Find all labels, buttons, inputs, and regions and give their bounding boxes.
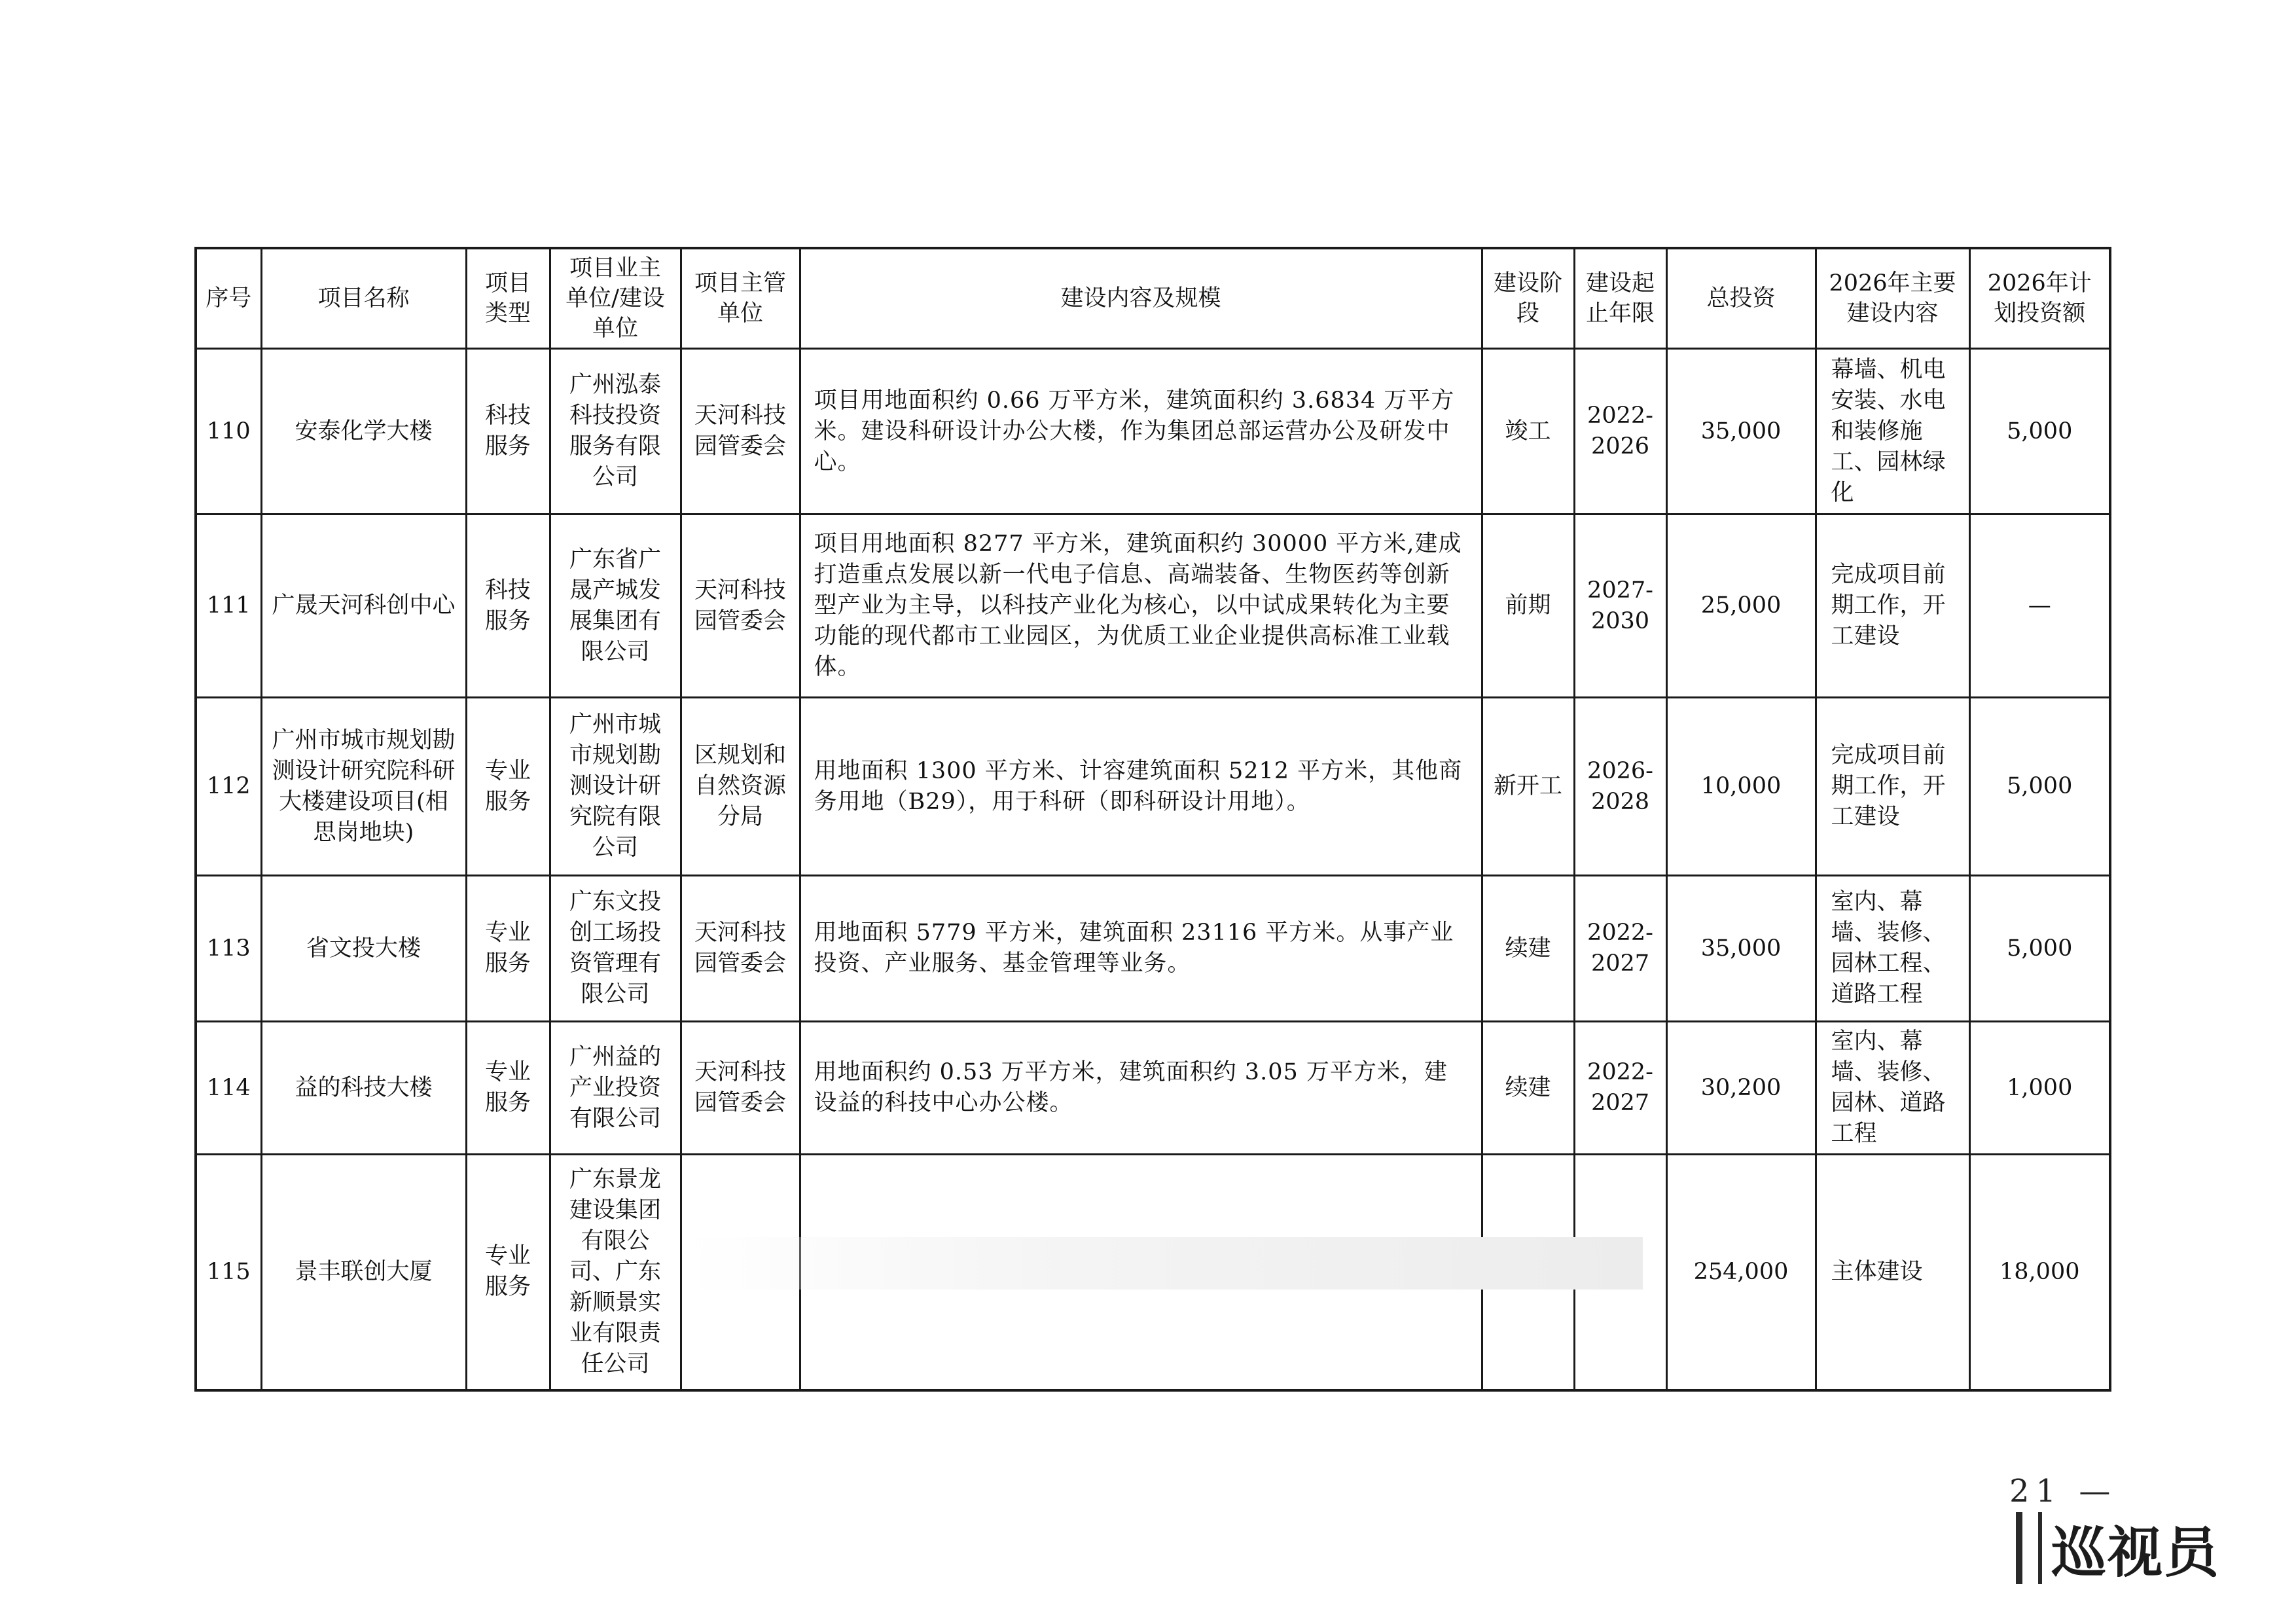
cell-dept: 区规划和自然资源分局: [681, 698, 800, 876]
cell-invest2026: —: [1969, 514, 2110, 698]
cell-owner: 广州益的产业投资有限公司: [550, 1022, 681, 1155]
cell-name: 益的科技大楼: [261, 1022, 466, 1155]
cell-invest2026: 18,000: [1969, 1155, 2110, 1390]
cell-seq: 111: [196, 514, 261, 698]
cell-invest2026: 5,000: [1969, 349, 2110, 514]
cell-total: 35,000: [1666, 876, 1816, 1022]
watermark-text: 巡视员: [2051, 1520, 2221, 1585]
cell-name: 省文投大楼: [261, 876, 466, 1022]
cell-invest2026: 1,000: [1969, 1022, 2110, 1155]
cell-type: 专业服务: [466, 876, 550, 1022]
cell-content: 项目用地面积 8277 平方米，建筑面积约 30000 平方米,建成打造重点发展以新一代电子信息、高端装备、生物医药等创新型产业为主导，以科技产业化为核心，以中试成果转化为主要功能的现代都市工业园区，为优质工业企业提供高标准工业载体。: [800, 514, 1482, 698]
cell-total: 254,000: [1666, 1155, 1816, 1390]
cell-stage: 新开工: [1482, 698, 1574, 876]
table-row: [196, 876, 2110, 1022]
cell-seq: 115: [196, 1155, 261, 1390]
cell-content: 项目用地面积约 0.66 万平方米，建筑面积约 3.6834 万平方米。建设科研设计办公大楼，作为集团总部运营办公及研发中心。: [800, 349, 1482, 514]
cell-name: 广州市城市规划勘测设计研究院科研大楼建设项目(相思岗地块): [261, 698, 466, 876]
table-row: [196, 1022, 2110, 1155]
cell-type: 专业服务: [466, 698, 550, 876]
cell-seq: 114: [196, 1022, 261, 1155]
cell-period: 2022-2027: [1574, 876, 1666, 1022]
header-total: 总投资: [1666, 248, 1816, 349]
cell-type: 专业服务: [466, 1155, 550, 1390]
cell-dept: 天河科技园管委会: [681, 514, 800, 698]
cell-dept: 天河科技园管委会: [681, 876, 800, 1022]
cell-work2026: 主体建设: [1816, 1155, 1969, 1390]
header-work2026: 2026年主要建设内容: [1816, 248, 1969, 349]
cell-type: 专业服务: [466, 1022, 550, 1155]
watermark-logo: [2016, 1506, 2220, 1591]
cell-work2026: 完成项目前期工作，开工建设: [1816, 514, 1969, 698]
cell-owner: 广东省广晟产城发展集团有限公司: [550, 514, 681, 698]
cell-name: 景丰联创大厦: [261, 1155, 466, 1390]
cell-total: 35,000: [1666, 349, 1816, 514]
cell-seq: 113: [196, 876, 261, 1022]
header-row: [196, 248, 2110, 349]
cell-stage: 前期: [1482, 514, 1574, 698]
cell-dept: 天河科技园管委会: [681, 1022, 800, 1155]
cell-stage: 续建: [1482, 1022, 1574, 1155]
cell-stage: 竣工: [1482, 349, 1574, 514]
cell-invest2026: 5,000: [1969, 876, 2110, 1022]
cell-work2026: 室内、幕墙、装修、园林工程、道路工程: [1816, 876, 1969, 1022]
cell-content: 用地面积 5779 平方米，建筑面积 23116 平方米。从事产业投资、产业服务、基金管理等业务。: [800, 876, 1482, 1022]
cell-total: 30,200: [1666, 1022, 1816, 1155]
cell-owner: 广州泓泰科技投资服务有限公司: [550, 349, 681, 514]
cell-stage: 续建: [1482, 876, 1574, 1022]
cell-invest2026: 5,000: [1969, 698, 2110, 876]
header-content: 建设内容及规模: [800, 248, 1482, 349]
cell-work2026: 完成项目前期工作，开工建设: [1816, 698, 1969, 876]
cell-owner: 广东文投创工场投资管理有限公司: [550, 876, 681, 1022]
watermark-mark-icon: [2016, 1512, 2042, 1584]
cell-work2026: 室内、幕墙、装修、园林、道路工程: [1816, 1022, 1969, 1155]
cell-owner: 广州市城市规划勘测设计研究院有限公司: [550, 698, 681, 876]
cell-owner: 广东景龙建设集团有限公司、广东新顺景实业有限责任公司: [550, 1155, 681, 1390]
cell-period: 2027-2030: [1574, 514, 1666, 698]
cell-period: 2022-2027: [1574, 1022, 1666, 1155]
header-period: 建设起止年限: [1574, 248, 1666, 349]
header-invest2026: 2026年计划投资额: [1969, 248, 2110, 349]
header-name: 项目名称: [261, 248, 466, 349]
cell-period: 2022-2026: [1574, 349, 1666, 514]
cell-work2026: 幕墙、机电安装、水电和装修施工、园林绿化: [1816, 349, 1969, 514]
header-owner: 项目业主单位/建设单位: [550, 248, 681, 349]
cell-type: 科技服务: [466, 349, 550, 514]
header-type: 项目类型: [466, 248, 550, 349]
redaction-bar: [687, 1237, 1643, 1290]
cell-total: 10,000: [1666, 698, 1816, 876]
cell-content: 用地面积 1300 平方米、计容建筑面积 5212 平方米，其他商务用地（B29），用于科研（即科研设计用地）。: [800, 698, 1482, 876]
cell-seq: 110: [196, 349, 261, 514]
header-dept: 项目主管单位: [681, 248, 800, 349]
project-table: [194, 247, 2111, 1392]
cell-content: 用地面积约 0.53 万平方米，建筑面积约 3.05 万平方米，建设益的科技中心办公楼。: [800, 1022, 1482, 1155]
table-row: [196, 698, 2110, 876]
page-number: 21 —: [2009, 1473, 2117, 1509]
cell-name: 广晟天河科创中心: [261, 514, 466, 698]
table-row: [196, 349, 2110, 514]
header-seq: 序号: [196, 248, 261, 349]
cell-dept: 天河科技园管委会: [681, 349, 800, 514]
cell-seq: 112: [196, 698, 261, 876]
cell-period: 2026-2028: [1574, 698, 1666, 876]
header-stage: 建设阶段: [1482, 248, 1574, 349]
table-row: [196, 514, 2110, 698]
cell-total: 25,000: [1666, 514, 1816, 698]
cell-type: 科技服务: [466, 514, 550, 698]
cell-name: 安泰化学大楼: [261, 349, 466, 514]
